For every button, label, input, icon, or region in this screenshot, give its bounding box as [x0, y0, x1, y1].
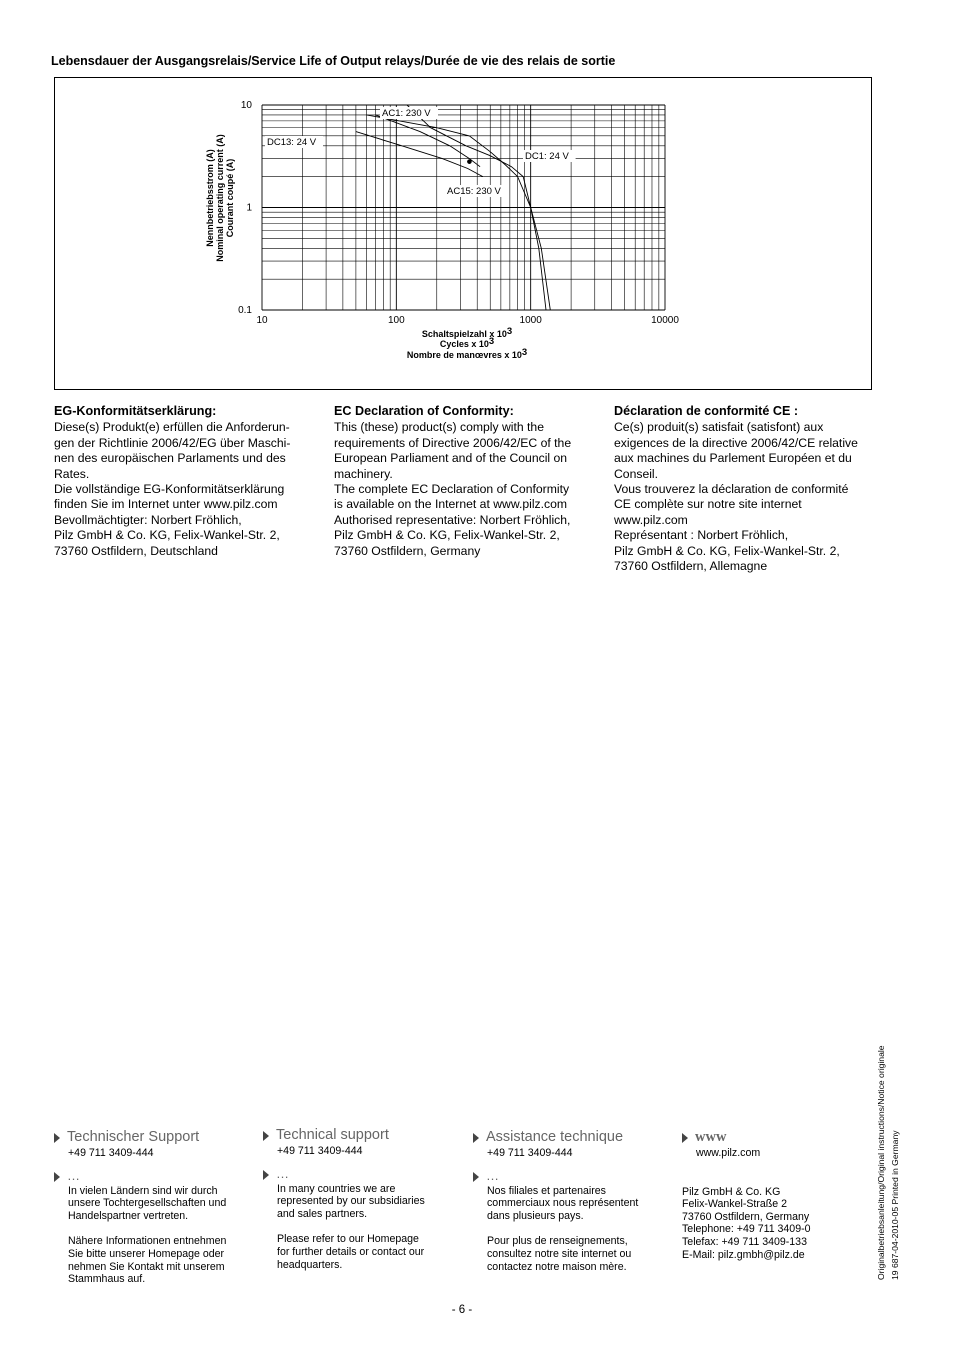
- declaration-line: Die vollständige EG-Konformitätserklärung: [54, 482, 285, 497]
- footer-line: Nähere Informationen entnehmen: [68, 1235, 227, 1248]
- declaration-title: Déclaration de conformité CE :: [614, 404, 799, 418]
- footer-heading: Technical support: [276, 1127, 389, 1144]
- address-line: Telefax: +49 711 3409-133: [682, 1235, 807, 1248]
- declaration-line: This (these) product(s) comply with the: [334, 420, 544, 435]
- triangle-bullet-icon: [263, 1170, 269, 1180]
- footer-paragraph: [487, 1185, 663, 1223]
- series-line: [376, 115, 481, 167]
- address-line: Telephone: +49 711 3409-0: [682, 1223, 811, 1236]
- triangle-bullet-icon: [473, 1133, 479, 1143]
- page-number: - 6 -: [451, 1304, 473, 1316]
- footer-line: commerciaux nous représentent: [487, 1197, 639, 1210]
- footer-heading: Assistance technique: [486, 1129, 624, 1146]
- y-tick-label: 0.1: [238, 305, 252, 316]
- address-line: E-Mail: pilz.gmbh@pilz.de: [682, 1248, 805, 1261]
- declaration-line: The complete EC Declaration of Conformity: [334, 482, 570, 497]
- footer-paragraph: [277, 1183, 453, 1221]
- service-life-chart: [55, 78, 871, 389]
- declaration-body: [614, 420, 884, 574]
- support-phone: +49 711 3409-444: [277, 1145, 363, 1157]
- footer-line: Stammhaus auf.: [68, 1273, 146, 1286]
- x-tick-label: 10: [256, 315, 268, 326]
- footer-line: In many countries we are: [277, 1182, 396, 1195]
- footer-text: [263, 1183, 453, 1272]
- footer-line: consultez notre site internet ou: [487, 1247, 632, 1260]
- declaration-line: gen der Richtlinie 2006/42/EG über Maschi-: [54, 435, 291, 450]
- declaration-line: 73760 Ostfildern, Allemagne: [614, 559, 768, 574]
- footer-text: [473, 1185, 663, 1274]
- www-heading: www: [695, 1129, 727, 1146]
- footer-paragraph: [68, 1235, 244, 1285]
- support-phone: +49 711 3409-444: [487, 1147, 573, 1159]
- x-axis-label-exponent: 3: [506, 326, 513, 337]
- x-axis-label-text: Cycles x 10: [439, 339, 489, 349]
- y-axis-label: Nennbetriebsstrom (A): [205, 149, 215, 247]
- footer-text: [54, 1185, 244, 1286]
- footer-paragraph: [277, 1233, 453, 1271]
- footer-line: nehmen Sie Kontakt mit unserem: [68, 1260, 225, 1273]
- series-label: DC13: 24 V: [267, 137, 317, 148]
- footer-support-fr: [473, 1129, 663, 1273]
- declaration-line: European Parliament and of the Council on: [334, 451, 568, 466]
- x-tick-label: 10000: [651, 315, 679, 326]
- support-phone: +49 711 3409-444: [68, 1147, 154, 1159]
- curve-intersection-marker: [467, 159, 472, 164]
- section-title: Lebensdauer der Ausgangsrelais/Service Life of Output relays/Durée de vie des relais de sortie: [51, 54, 616, 68]
- declaration-line: exigences de la directive 2006/42/CE relative: [614, 435, 858, 450]
- declaration-line: Pilz GmbH & Co. KG, Felix-Wankel-Str. 2,: [54, 528, 280, 543]
- footer-heading: Technischer Support: [67, 1129, 200, 1146]
- address-line: Pilz GmbH & Co. KG: [682, 1185, 781, 1198]
- triangle-bullet-icon: [54, 1133, 60, 1143]
- footer-www: [682, 1129, 872, 1261]
- address-line: Felix-Wankel-Straße 2: [682, 1198, 787, 1211]
- x-tick-label: 1000: [519, 315, 542, 326]
- declaration-line: Conseil.: [614, 466, 659, 481]
- x-axis-label: [422, 326, 512, 339]
- declaration-line: Ce(s) produit(s) satisfait (satisfont) aux: [614, 420, 824, 435]
- x-axis-label-exponent: 3: [521, 347, 528, 358]
- x-tick-label: 100: [387, 315, 405, 326]
- triangle-bullet-icon: [263, 1131, 269, 1141]
- declaration-line: machinery.: [334, 466, 393, 481]
- side-note-line: Originalbetriebsanleitung/Original instructions/Notice originale: [876, 1045, 886, 1280]
- declaration-en: [334, 404, 599, 559]
- x-axis-label-exponent: 3: [488, 336, 495, 347]
- footer-line: headquarters.: [277, 1258, 343, 1271]
- footer-line: and sales partners.: [277, 1207, 368, 1220]
- declaration-line: Représentant : Norbert Fröhlich,: [614, 528, 789, 543]
- ellipsis: …: [67, 1168, 80, 1184]
- footer-support-en: [263, 1127, 453, 1271]
- footer-support-de: [54, 1129, 244, 1286]
- declaration-line: Pilz GmbH & Co. KG, Felix-Wankel-Str. 2,: [334, 528, 560, 543]
- triangle-bullet-icon: [473, 1172, 479, 1182]
- declaration-line: finden Sie im Internet unter www.pilz.com: [54, 497, 278, 512]
- y-axis-label: Courant coupé (A): [225, 158, 235, 238]
- declaration-line: Diese(s) Produkt(e) erfüllen die Anforderun-: [54, 420, 290, 435]
- declaration-line: Rates.: [54, 466, 90, 481]
- ellipsis: …: [486, 1168, 499, 1184]
- company-address: [682, 1186, 872, 1262]
- declaration-line: Bevollmächtigter: Norbert Fröhlich,: [54, 512, 242, 527]
- y-tick-label: 1: [246, 202, 252, 214]
- footer-paragraph: [487, 1235, 663, 1273]
- series-line: [356, 132, 483, 177]
- footer-line: Nos filiales et partenaires: [487, 1184, 606, 1197]
- declaration-line: Pilz GmbH & Co. KG, Felix-Wankel-Str. 2,: [614, 543, 840, 558]
- declaration-line: is available on the Internet at www.pilz.com: [334, 497, 568, 512]
- www-link[interactable]: www.pilz.com: [696, 1147, 761, 1159]
- declaration-title: EG-Konformitätserklärung:: [54, 404, 217, 418]
- declaration-title: EC Declaration of Conformity:: [334, 404, 514, 418]
- footer-line: unsere Tochtergesellschaften und: [68, 1197, 227, 1210]
- declaration-line: requirements of Directive 2006/42/EC of the: [334, 435, 572, 450]
- ellipsis: …: [276, 1166, 289, 1182]
- footer-line: In vielen Ländern sind wir durch: [68, 1184, 218, 1197]
- series-label: AC1: 230 V: [382, 108, 431, 119]
- triangle-bullet-icon: [682, 1133, 688, 1143]
- declaration-line: CE complète sur notre site internet: [614, 497, 802, 512]
- footer-line: Handelspartner vertreten.: [68, 1209, 189, 1222]
- footer-line: Pour plus de renseignements,: [487, 1235, 628, 1248]
- footer-line: represented by our subsidiaries: [277, 1195, 425, 1208]
- address-line: 73760 Ostfildern, Germany: [682, 1210, 810, 1223]
- declaration-de: [54, 404, 319, 559]
- declaration-line: 73760 Ostfildern, Germany: [334, 543, 481, 558]
- series-label: DC1: 24 V: [525, 151, 569, 162]
- declaration-body: [54, 420, 319, 559]
- declaration-line: aux machines du Parlement Européen et du: [614, 451, 852, 466]
- footer-line: Please refer to our Homepage: [277, 1233, 419, 1246]
- declaration-line: www.pilz.com: [614, 512, 688, 527]
- footer-line: Sie bitte unserer Homepage oder: [68, 1247, 225, 1260]
- chart-frame: [54, 77, 872, 390]
- side-note-line: 19 687-04-2010-05 Printed in Germany: [890, 1130, 900, 1280]
- footer-line: for further details or contact our: [277, 1245, 425, 1258]
- declaration-line: Vous trouverez la déclaration de conformité: [614, 482, 849, 497]
- triangle-bullet-icon: [54, 1172, 60, 1182]
- x-axis-label-text: Schaltspielzahl x 10: [421, 329, 507, 339]
- y-tick-label: 10: [240, 100, 252, 111]
- footer-line: contactez notre maison mère.: [487, 1260, 627, 1273]
- declaration-fr: [614, 404, 884, 574]
- series-label: AC15: 230 V: [447, 186, 501, 197]
- footer-paragraph: [68, 1185, 244, 1223]
- side-note: [874, 1045, 902, 1280]
- declaration-line: nen des europäischen Parlaments und des: [54, 451, 286, 466]
- declaration-body: [334, 420, 599, 559]
- footer-line: dans plusieurs pays.: [487, 1209, 584, 1222]
- declaration-line: Authorised representative: Norbert Fröhlich,: [334, 512, 571, 527]
- x-axis-label-text: Nombre de manœvres x 10: [406, 350, 522, 360]
- declaration-line: 73760 Ostfildern, Deutschland: [54, 543, 218, 558]
- y-axis-label: Nominal operating current (A): [215, 134, 225, 262]
